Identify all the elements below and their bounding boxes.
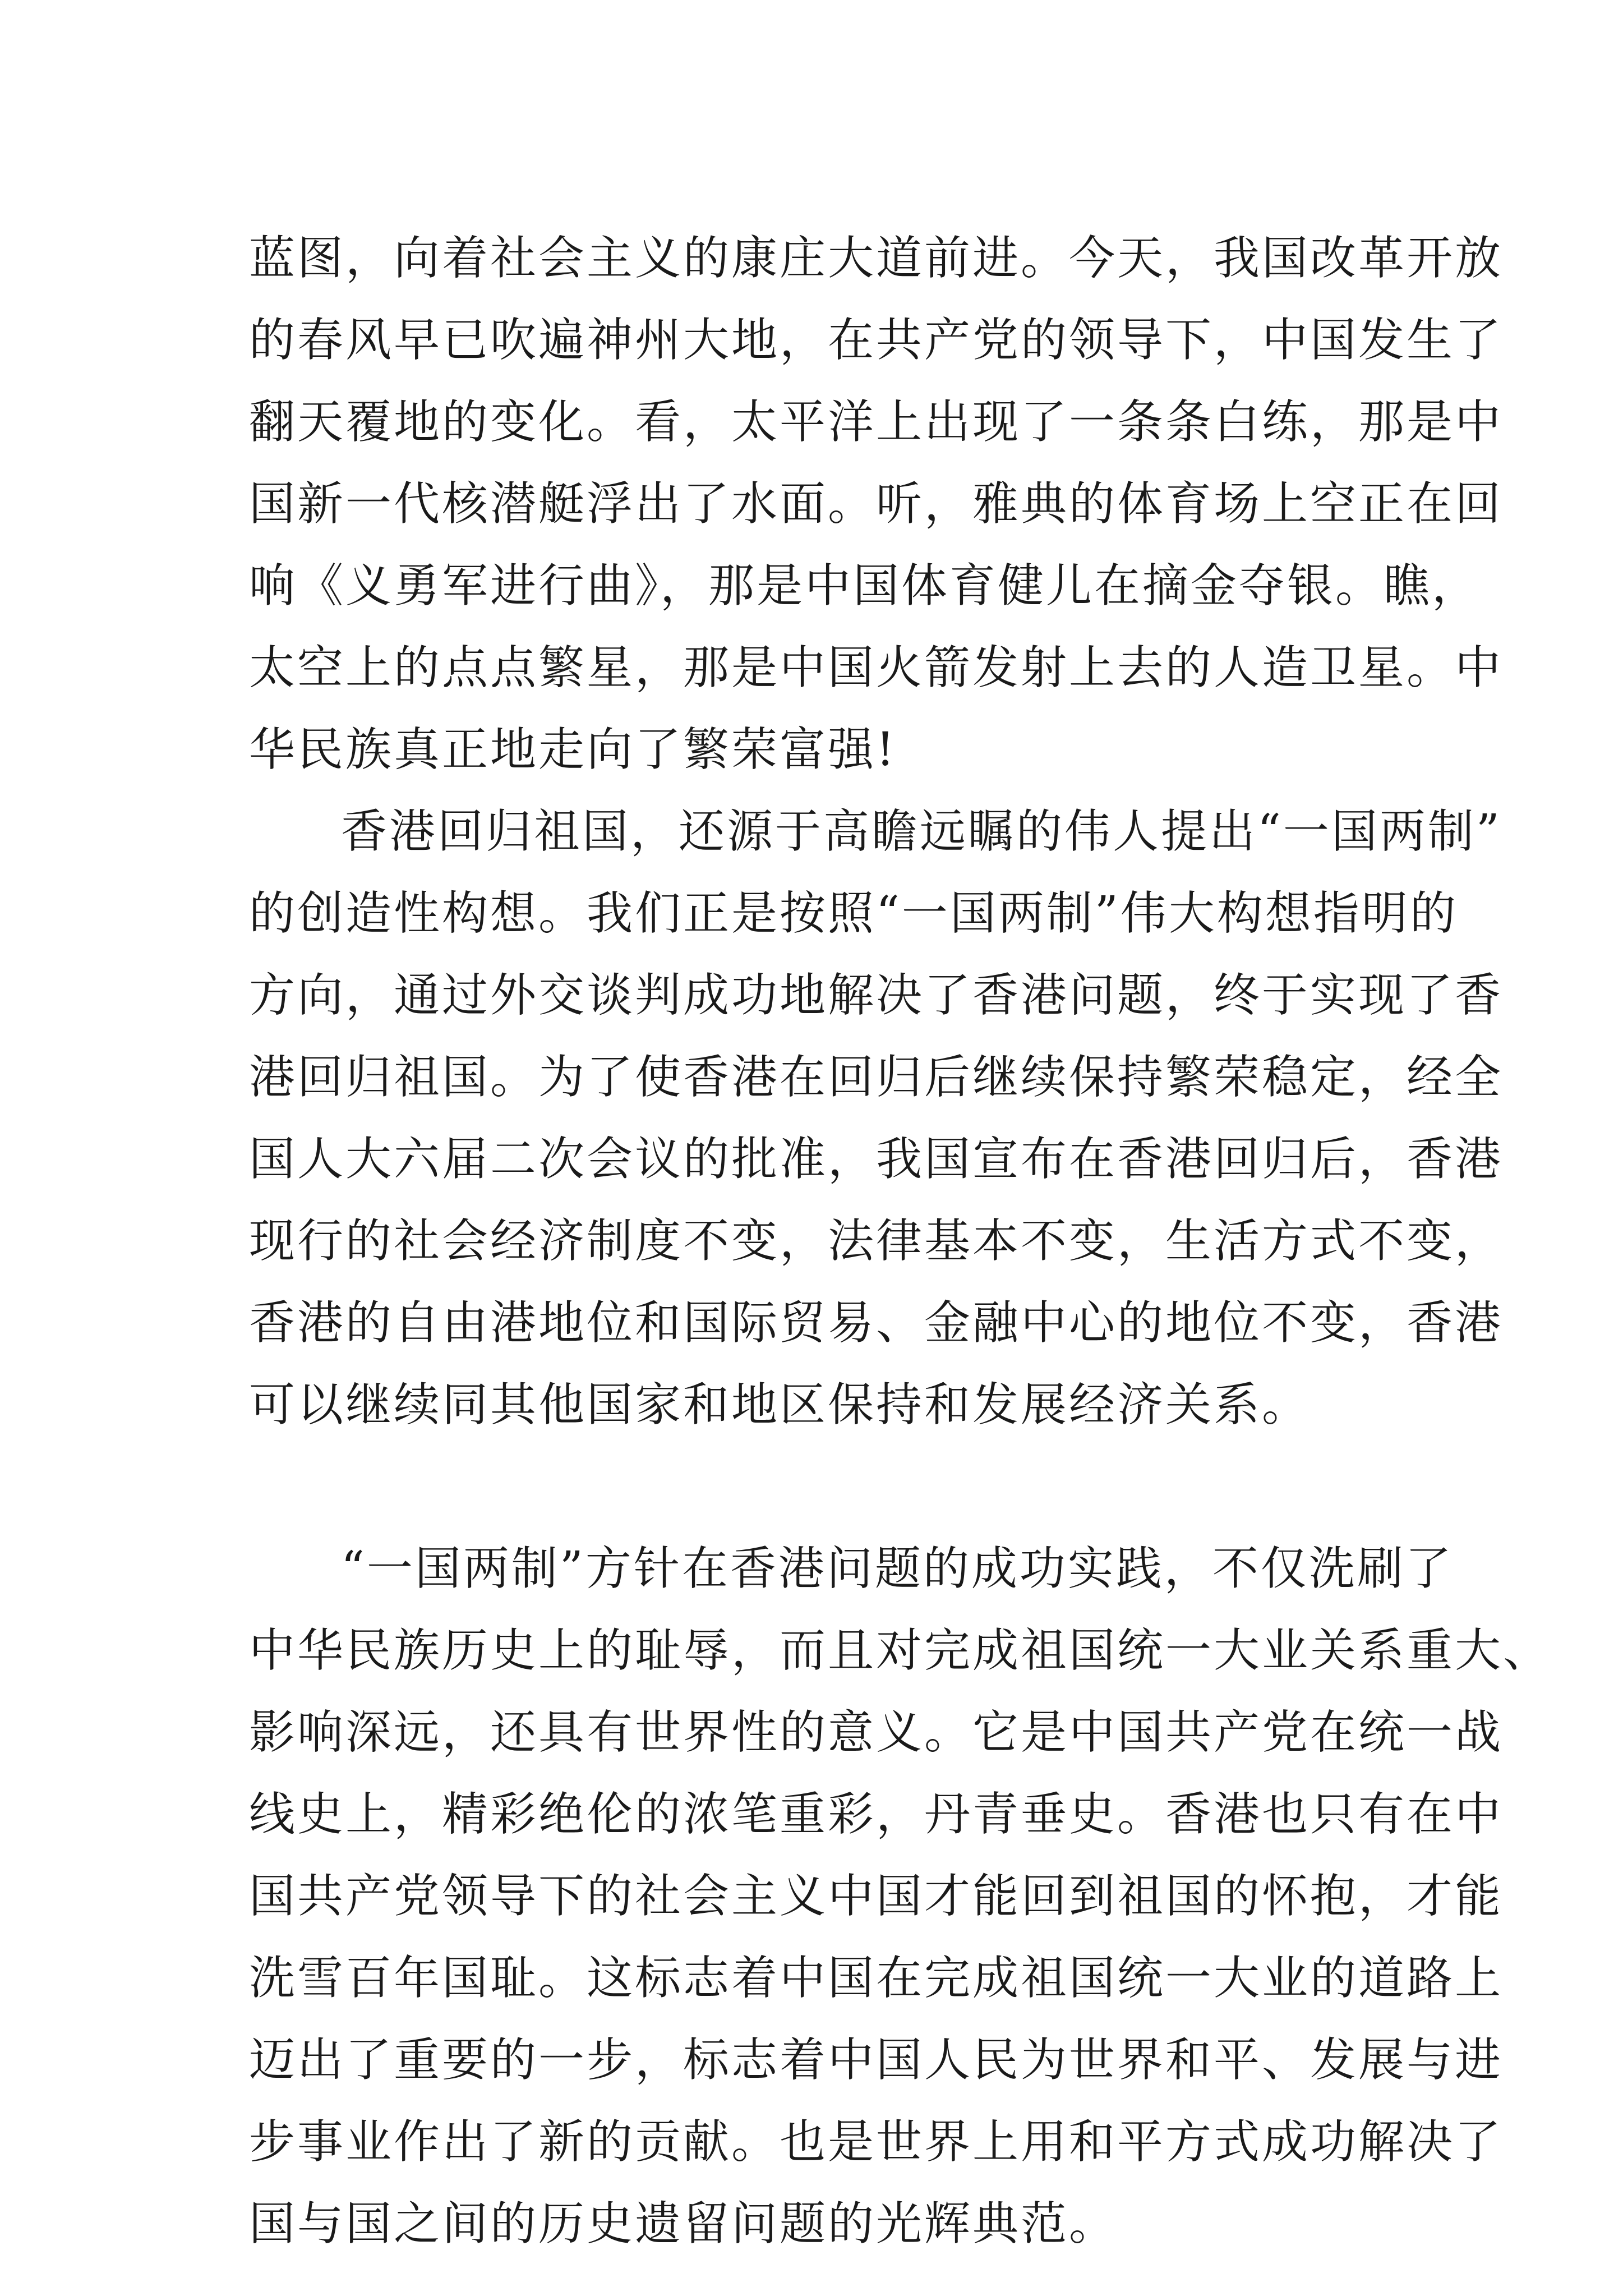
text-line: 线史上，精彩绝伦的浓笔重彩，丹青垂史。香港也只有在中 (249, 1788, 1504, 1841)
text-line: 国人大六届二次会议的批准，我国宣布在香港回归后，香港 (249, 1133, 1504, 1186)
text-line: 华民族真正地走向了繁荣富强! (249, 723, 897, 776)
text-line: 国共产党领导下的社会主义中国才能回到祖国的怀抱，才能 (249, 1870, 1504, 1923)
text-line: 的春风早已吹遍神州大地，在共产党的领导下，中国发生了 (249, 314, 1504, 367)
text-line: 翻天覆地的变化。看，太平洋上出现了一条条白练，那是中 (249, 395, 1504, 449)
text-line: “一国两制”方针在香港问题的成功实践，不仅洗刷了 (341, 1542, 1454, 1595)
text-line: 现行的社会经济制度不变，法律基本不变，生活方式不变， (249, 1214, 1504, 1268)
text-line: 迈出了重要的一步，标志着中国人民为世界和平、发展与进 (249, 2033, 1504, 2087)
text-line (249, 1446, 1389, 1528)
text-line: 中华民族历史上的耻辱，而且对完成祖国统一大业关系重大、 (249, 1624, 1552, 1677)
text-line: 的创造性构想。我们正是按照“一国两制”伟大构想指明的 (249, 887, 1458, 940)
text-line: 方向，通过外交谈判成功地解决了香港问题，终于实现了香 (249, 969, 1504, 1022)
text-line: 太空上的点点繁星，那是中国火箭发射上去的人造卫星。中 (249, 641, 1504, 694)
text-line: 响《义勇军进行曲》，那是中国体育健儿在摘金夺银。瞧， (249, 559, 1481, 613)
text-line: 蓝图，向着社会主义的康庄大道前进。今天，我国改革开放 (249, 232, 1504, 285)
text-line: 影响深远，还具有世界性的意义。它是中国共产党在统一战 (249, 1706, 1504, 1759)
text-line: 港回归祖国。为了使香港在回归后继续保持繁荣稳定，经全 (249, 1051, 1504, 1104)
text-line: 国新一代核潜艇浮出了水面。听，雅典的体育场上空正在回 (249, 477, 1504, 531)
body-text (249, 218, 1552, 2265)
text-line: 香港回归祖国，还源于高瞻远瞩的伟人提出“一国两制” (341, 805, 1502, 858)
text-line: 香港的自由港地位和国际贸易、金融中心的地位不变，香港 (249, 1296, 1504, 1350)
text-line: 步事业作出了新的贡献。也是世界上用和平方式成功解决了 (249, 2115, 1504, 2169)
text-line: 可以继续同其他国家和地区保持和发展经济关系。 (249, 1378, 1311, 1432)
text-line: 洗雪百年国耻。这标志着中国在完成祖国统一大业的道路上 (249, 1952, 1504, 2005)
text-line: 国与国之间的历史遗留问题的光辉典范。 (249, 2197, 1118, 2251)
